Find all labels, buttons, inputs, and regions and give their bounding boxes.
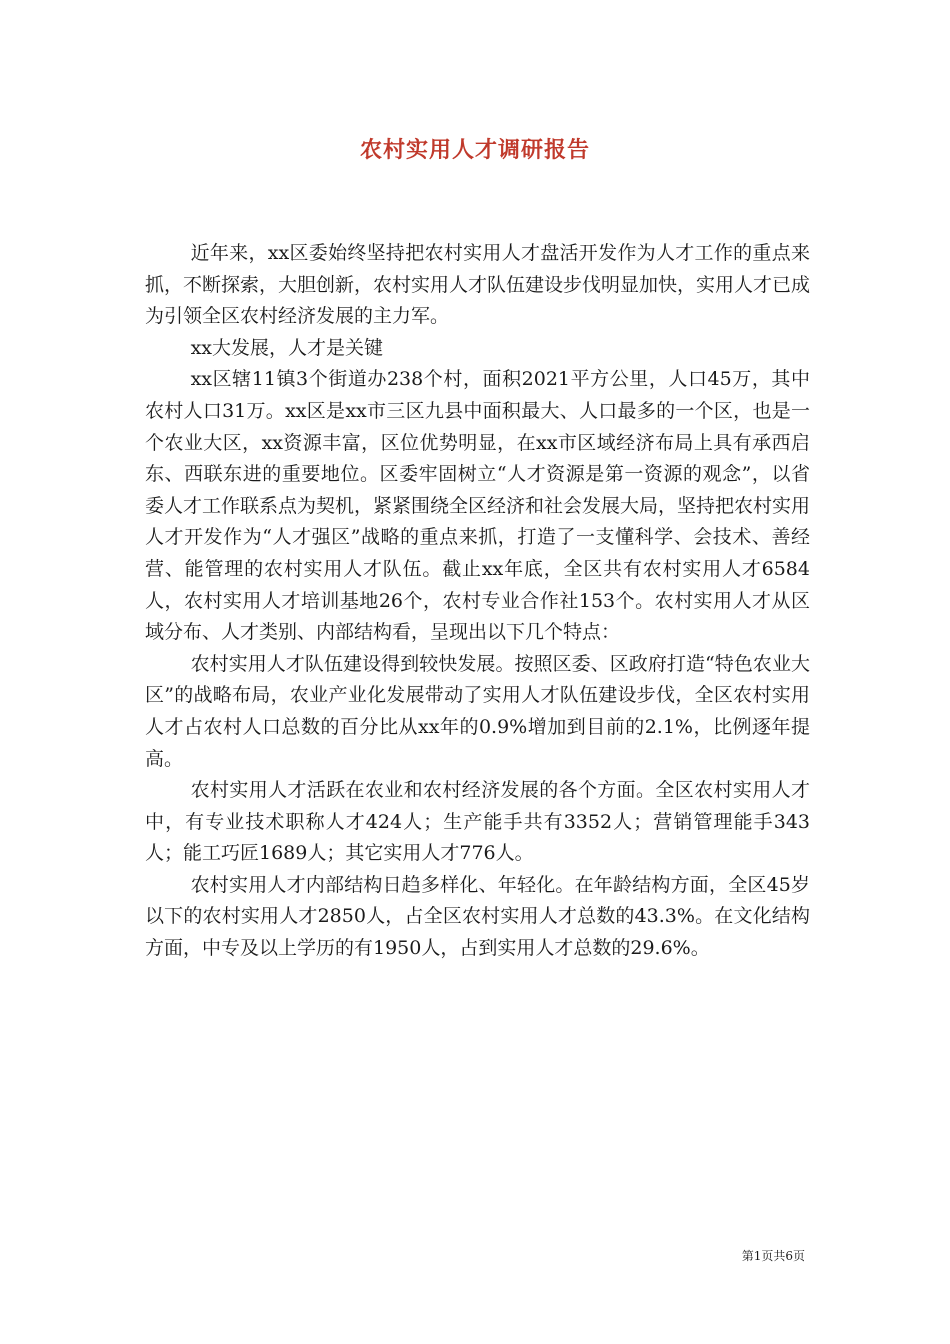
document-title: 农村实用人才调研报告: [359, 137, 590, 163]
page-number: 第1页共6页: [741, 1249, 805, 1263]
paragraph-intro: 近年来，xx区委始终坚持把农村实用人才盘活开发作为人才工作的重点来抓，不断探索，大胆创新，农村实用人才队伍建设步伐明显加快，实用人才已成为引领全区农村经济发展的主力军。: [145, 242, 811, 328]
paragraph-development: 农村实用人才队伍建设得到较快发展。按照区委、区政府打造“特色农业大区”的战略布局，农业产业化发展带动了实用人才队伍建设步伐，全区农村实用人才占农村人口总数的百分比从xx年的0.9%增加到目前的2.1%，比例逐年提高。: [145, 652, 810, 770]
paragraph-categories: 农村实用人才活跃在农业和农村经济发展的各个方面。全区农村实用人才中，有专业技术职称人才424人；生产能手共有3352人；营销管理能手343人；能工巧匠1689人；其它实用人才776人。: [145, 779, 810, 865]
paragraph-structure: 农村实用人才内部结构日趋多样化、年轻化。在年龄结构方面，全区45岁以下的农村实用人才2850人，占全区农村实用人才总数的43.3%。在文化结构方面，中专及以上学历的有1950人，占到实用人才总数的29.6%。: [145, 873, 810, 960]
paragraph-overview: xx区辖11镇3个街道办238个村，面积2021平方公里，人口45万，其中农村人口31万。xx区是xx市三区九县中面积最大、人口最多的一个区，也是一个农业大区，xx资源丰富，区位优势明显，在xx市区域经济布局上具有承西启东、西联东进的重要地位。区委牢固树立“人才资源是第一资源的观念”，以省委人才工作联系点为契机，紧紧围绕全区经济和社会发展大局，坚持把农村实用人才开发作为“人才强区”战略的重点来抓，打造了一支懂科学、会技术、善经营、能管理的农村实用人才队伍。截止xx年底，全区共有农村实用人才6584人，农村实用人才培训基地26个，农村专业合作社153个。农村实用人才从区域分布、人才类别、内部结构看，呈现出以下几个特点：: [145, 368, 811, 644]
paragraph-subheading: xx大发展，人才是关键: [190, 336, 384, 359]
document-body: [145, 238, 810, 965]
